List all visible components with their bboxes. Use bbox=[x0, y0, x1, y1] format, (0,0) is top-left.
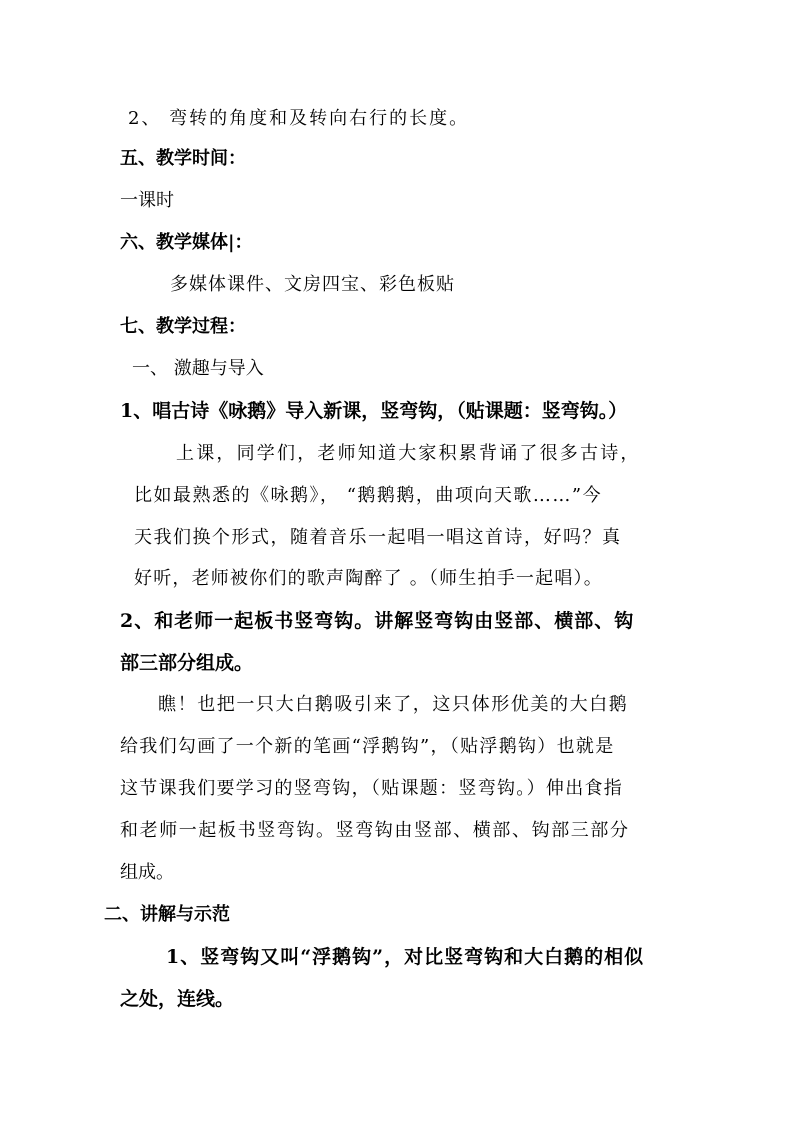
subsection-heading: 2、和老师一起板书竖弯钩。讲解竖弯钩由竖部、横部、钩 bbox=[120, 610, 635, 632]
paragraph-line: 和老师一起板书竖弯钩。竖弯钩由竖部、横部、钩部三部分 bbox=[120, 820, 630, 841]
text-line: 2、 弯转的角度和及转向右行的长度。 bbox=[128, 108, 470, 129]
paragraph-line: 好听，老师被你们的歌声陶醉了 。（师生拍手一起唱）。 bbox=[134, 568, 603, 589]
paragraph-line: 比如最熟悉的《咏鹅》， “鹅鹅鹅，曲项向天歌……”今 bbox=[134, 485, 603, 506]
paragraph-line: 组成。 bbox=[120, 862, 174, 883]
paragraph-line: 给我们勾画了一个新的笔画“浮鹅钩”，（贴浮鹅钩）也就是 bbox=[120, 736, 615, 757]
section-heading: 七、教学过程： bbox=[120, 316, 246, 337]
paragraph-line: 这节课我们要学习的竖弯钩，（贴课题：竖弯钩。）伸出食指 bbox=[120, 778, 624, 799]
section-heading: 五、教学时间： bbox=[120, 148, 246, 169]
section-heading: 二、讲解与示范 bbox=[104, 904, 230, 925]
subsection-heading: 之处，连线。 bbox=[120, 988, 235, 1010]
subsection-heading: 1、竖弯钩又叫“浮鹅钩”，对比竖弯钩和大白鹅的相似 bbox=[166, 946, 645, 968]
paragraph-line: 天我们换个形式，随着音乐一起唱一唱这首诗，好吗？真 bbox=[134, 527, 622, 548]
text-line: 一课时 bbox=[120, 190, 174, 211]
subsection-heading: 1、唱古诗《咏鹅》导入新课，竖弯钩，（贴课题：竖弯钩。） bbox=[120, 400, 628, 422]
text-line: 多媒体课件、文房四宝、彩色板贴 bbox=[170, 274, 455, 295]
paragraph-line: 上课，同学们，老师知道大家积累背诵了很多古诗， bbox=[176, 443, 641, 464]
section-heading: 六、教学媒体|： bbox=[120, 232, 253, 253]
subsection-heading: 部三部分组成。 bbox=[120, 652, 254, 674]
paragraph-line: 瞧！也把一只大白鹅吸引来了，这只体形优美的大白鹅 bbox=[158, 694, 629, 715]
text-line: 一、 激趣与导入 bbox=[132, 358, 264, 379]
